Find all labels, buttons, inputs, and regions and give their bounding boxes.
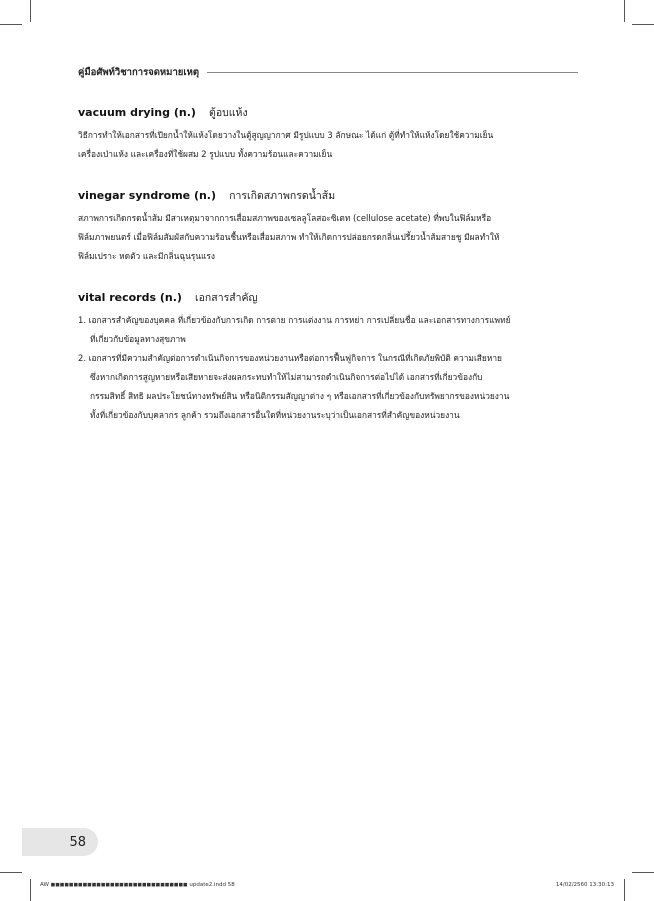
- entry-gloss: เอกสารสำคัญ: [195, 292, 258, 304]
- print-slug-timestamp: 14/02/2560 13:30:13: [555, 882, 614, 888]
- page-number-tab: [22, 828, 98, 856]
- entry-gloss: ตู้อบแห้ง: [209, 107, 248, 119]
- print-slug-filename: AW ◼◼◼◼◼◼◼◼◼◼◼◼◼◼◼◼◼◼◼◼◼◼◼◼◼◼◼◼◼◼ update2.indd 58: [40, 882, 235, 888]
- entry-gloss: การเกิดสภาพกรดน้ำส้ม: [229, 190, 336, 202]
- entry-definition: [78, 209, 578, 266]
- crop-mark: [0, 24, 22, 25]
- definition-line: 2. เอกสารที่มีความสำคัญต่อการดำเนินกิจการของหน่วยงานหรือต่อการฟื้นฟูกิจการ ในกรณีที่เกิดภัยพิบัติ ความเสียหาย: [78, 353, 502, 363]
- entry-term: vital records (n.): [78, 291, 182, 304]
- crop-mark: [624, 0, 625, 22]
- entry-term: vacuum drying (n.): [78, 106, 196, 119]
- entry-heading: [78, 185, 578, 205]
- running-header-title: คู่มือศัพท์วิชาการจดหมายเหตุ: [78, 66, 200, 78]
- definition-line: ทั้งที่เกี่ยวข้องกับบุคลากร ลูกค้า รวมถึงเอกสารอื่นใดที่หน่วยงานระบุว่าเป็นเอกสารที่สำคัญของหน่วยงาน: [90, 410, 460, 420]
- definition-line: เครื่องเป่าแห้ง และเครื่องที่ใช้ผสม 2 รูปแบบ ทั้งความร้อนและความเย็น: [78, 149, 333, 159]
- glossary-entry-vital-records: [78, 287, 578, 425]
- entry-heading: [78, 287, 578, 307]
- glossary-entry-vinegar-syndrome: [78, 185, 578, 266]
- crop-mark: [30, 879, 31, 901]
- definition-line: ที่เกี่ยวกับข้อมูลทางสุขภาพ: [90, 334, 186, 344]
- definition-line: วิธีการทำให้เอกสารที่เปียกน้ำให้แห้งโดยวางในตู้สูญญากาศ มีรูปแบบ 3 ลักษณะ ได้แก่ ตู้ที่ทำให้แห้งโดยใช้ความเย็น: [78, 130, 494, 140]
- header-rule: [207, 72, 578, 73]
- definition-line: ซึ่งหากเกิดการสูญหายหรือเสียหายจะส่งผลกระทบทำให้ไม่สามารถดำเนินกิจการต่อไปได้ เอกสารที่เกี่ยวข้องกับ: [90, 372, 483, 382]
- definition-line: กรรมสิทธิ์ สิทธิ ผลประโยชน์ทางทรัพย์สิน หรือนิติกรรมสัญญาต่าง ๆ หรือเอกสารที่เกี่ยวข้องกับทรัพยากรของหน่วยงาน: [90, 391, 510, 401]
- page-number: 58: [69, 834, 86, 850]
- definition-line: ฟิล์มภาพยนตร์ เมื่อฟิล์มสัมผัสกับความร้อนชื้นหรือเสื่อมสภาพ ทำให้เกิดการปล่อยกรดกลิ่นเปรี้ยวน้ำส้มสายชู มีผลทำให้: [78, 232, 500, 242]
- entry-heading: [78, 102, 578, 122]
- crop-mark: [624, 879, 625, 901]
- crop-mark: [632, 24, 654, 25]
- entry-definition: [78, 126, 578, 164]
- definition-line: ฟิล์มเปราะ หดตัว และมีกลิ่นฉุนรุนแรง: [78, 251, 216, 261]
- entry-term: vinegar syndrome (n.): [78, 189, 217, 202]
- definition-item: [78, 349, 578, 425]
- definition-line: 1. เอกสารสำคัญของบุคคล ที่เกี่ยวข้องกับการเกิด การตาย การแต่งงาน การหย่า การเปลี่ยนชื่อ และเอกสารทางการแพทย์: [78, 315, 511, 325]
- glossary-content: [78, 102, 578, 446]
- crop-mark: [0, 872, 22, 873]
- definition-item: [78, 311, 578, 349]
- glossary-entry-vacuum-drying: [78, 102, 578, 164]
- running-header: [78, 64, 578, 80]
- definition-line: สภาพการเกิดกรดน้ำส้ม มีสาเหตุมาจากการเสื่อมสภาพของเซลลูโลสอะซิเตท (cellulose acetate) ที่พบในฟิล์มหรือ: [78, 213, 492, 223]
- crop-mark: [30, 0, 31, 22]
- entry-definition-list: [78, 311, 578, 425]
- crop-mark: [632, 872, 654, 873]
